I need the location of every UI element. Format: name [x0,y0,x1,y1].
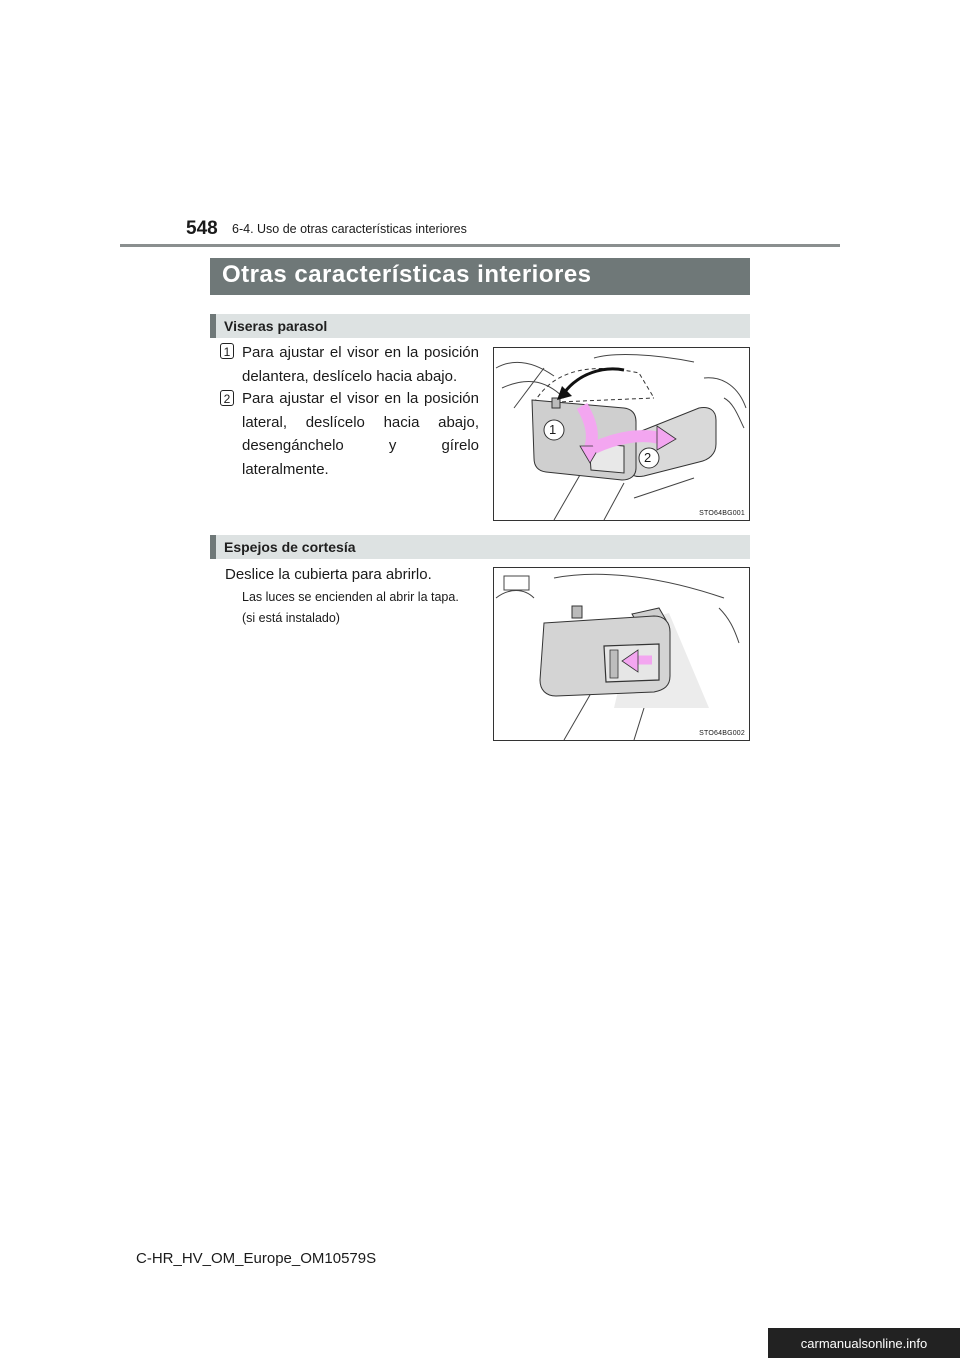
figure-code: STO64BG001 [699,510,745,517]
document-id: C-HR_HV_OM_Europe_OM10579S [136,1250,377,1267]
step-number-1: 1 [220,343,234,359]
sun-visor-drawing [494,348,749,520]
step-2-text: Para ajustar el visor en la posición lateral, deslícelo hacia abajo, desengánchelo y gírelo lateralmente. [242,390,479,478]
section-heading-mirrors [210,535,750,559]
page-number: 548 [186,218,218,239]
mirror-instruction: Deslice la cubierta para abrirlo. [225,566,432,583]
heading-accent [210,535,216,559]
section-heading-visors [210,314,750,338]
section-heading-label: Viseras parasol [224,318,328,334]
heading-accent [210,314,216,338]
watermark-text: carmanualsonline.info [800,1335,928,1351]
section-heading-label: Espejos de cortesía [224,539,356,555]
vanity-mirror-drawing [494,568,749,740]
mirror-note-line-1: Las luces se encienden al abrir la tapa. [242,590,459,604]
header-divider [120,244,840,247]
callout-1: 1 [549,422,557,437]
section-path: 6-4. Uso de otras características interiores [232,222,467,236]
watermark-logo [768,1328,960,1358]
mirror-note-line-2: (si está instalado) [242,611,340,625]
page-title: Otras características interiores [210,258,750,295]
callout-2: 2 [644,450,652,465]
sun-visor-illustration [493,347,750,521]
step-1-text: Para ajustar el visor en la posición delantera, deslícelo hacia abajo. [242,344,479,385]
step-number-2: 2 [220,390,234,406]
figure-code: STO64BG002 [699,730,745,737]
vanity-mirror-illustration [493,567,750,741]
